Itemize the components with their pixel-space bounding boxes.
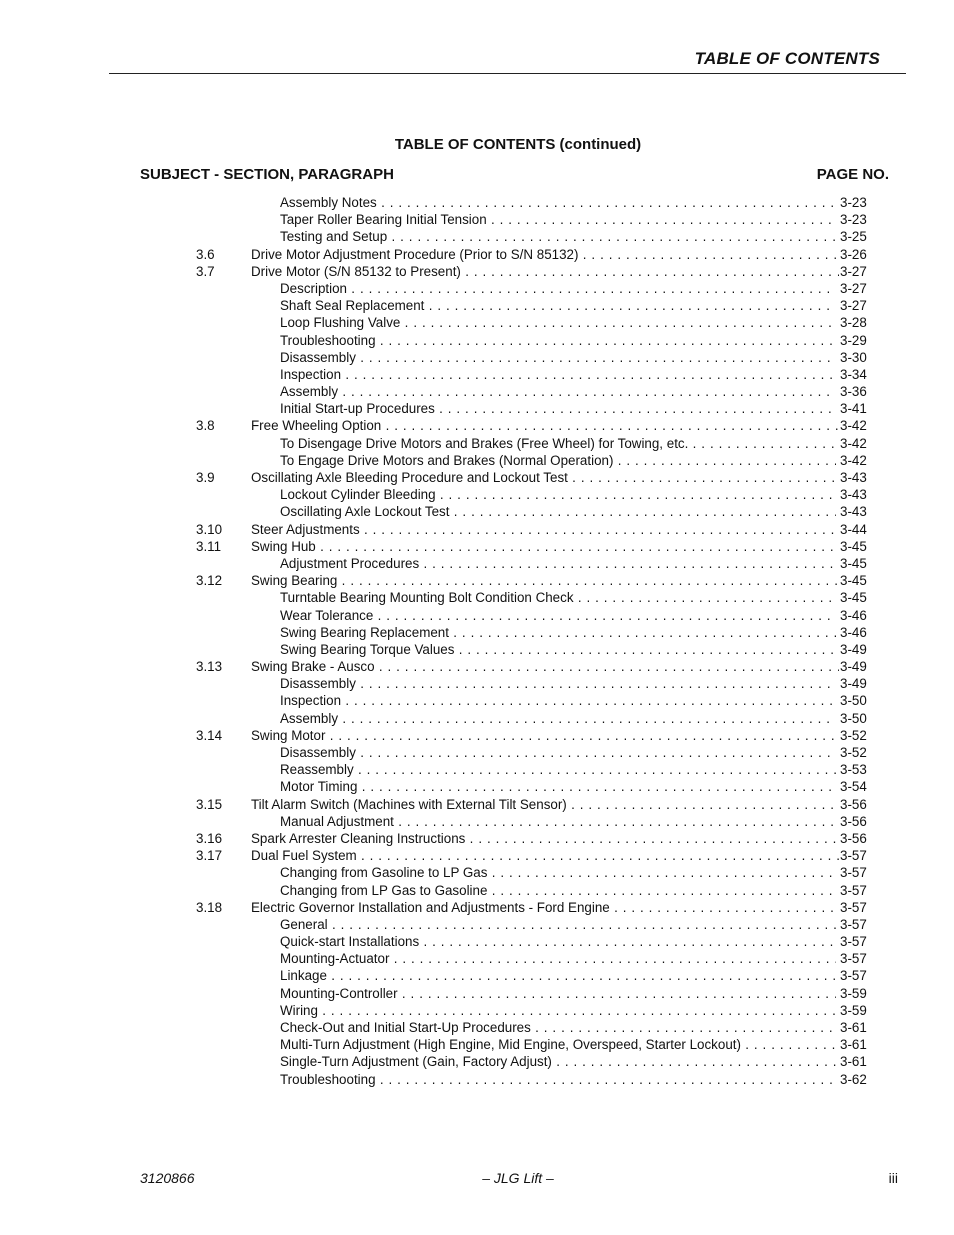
toc-entry-page: 3-54 [840,779,867,795]
toc-entry-title: Assembly . . . [280,710,836,727]
toc-entry-title: Free Wheeling Option . . . [251,417,839,434]
toc-entry-page: 3-23 [840,195,867,210]
toc-entry[interactable] [0,572,954,589]
footer-brand: – JLG Lift – [482,1170,554,1186]
toc-entry[interactable] [0,194,954,211]
toc-entry-title: Turntable Bearing Mounting Bolt Condition Check . . . [280,589,836,606]
toc-entry-page: 3-57 [840,848,867,864]
toc-entry-page: 3-45 [840,590,867,606]
toc-entry-title: Swing Motor . . . [251,727,839,744]
toc-entry-page: 3-23 [840,212,867,228]
toc-entry[interactable] [0,830,954,847]
toc-entry-page: 3-41 [840,401,867,417]
toc-entry-page: 3-28 [840,315,867,331]
toc-entry-title: Manual Adjustment . . . [280,813,836,830]
toc-entry[interactable] [0,985,954,1002]
toc-entry[interactable] [0,744,954,761]
toc-entry-title: Drive Motor (S/N 85132 to Present) . . . [251,263,839,280]
toc-entry-title: Assembly . . . [280,383,836,400]
toc-entry[interactable] [0,400,954,417]
toc-entry[interactable] [0,607,954,624]
toc-entry-page: 3-49 [840,641,867,657]
toc-entry-title: Swing Brake - Ausco . . . [251,658,839,675]
toc-entry[interactable] [0,710,954,727]
toc-entry[interactable] [0,916,954,933]
toc-entry[interactable] [0,813,954,830]
toc-entry-page: 3-49 [840,676,867,692]
toc-entry-title: Swing Bearing Torque Values . . . [280,641,836,658]
toc-entry-title: Swing Bearing . . . [251,572,839,589]
toc-entry-title: Tilt Alarm Switch (Machines with External Tilt Sensor) . . . [251,796,839,813]
toc-entry[interactable] [0,641,954,658]
toc-entry-page: 3-30 [840,349,867,365]
toc-entry-title: Steer Adjustments . . . [251,521,839,538]
toc-entry-page: 3-44 [840,521,867,537]
toc-entry-page: 3-53 [840,762,867,778]
toc-entry-page: 3-52 [840,745,867,760]
toc-entry-title: Troubleshooting . . . [280,332,836,349]
toc-entry-title: Oscillating Axle Lockout Test . . . [280,503,836,520]
toc-entry-number: 3.16 [196,830,223,846]
toc-entry[interactable] [0,349,954,366]
toc-entry[interactable] [0,589,954,606]
toc-entry-title: Mounting-Actuator . . . [280,950,836,967]
toc-entry-title: Disassembly . . . [280,744,836,761]
toc-entry-title: Disassembly . . . [280,675,836,692]
toc-entry-page: 3-57 [840,882,867,898]
toc-entry-title: Wear Tolerance . . . [280,607,836,624]
toc-entry[interactable] [0,658,954,675]
toc-entry[interactable] [0,555,954,572]
toc-entry[interactable] [0,796,954,813]
header-title: TABLE OF CONTENTS [694,49,880,68]
toc-entry[interactable] [0,1002,954,1019]
toc-entry-page: 3-62 [840,1071,867,1087]
toc-entry-title: Disassembly . . . [280,349,836,366]
footer-page-number: iii [888,1170,898,1186]
toc-entry-title: Inspection . . . [280,366,836,383]
toc-entry[interactable] [0,761,954,778]
toc-entry[interactable] [0,263,954,280]
toc-entry-title: Inspection . . . [280,692,836,709]
toc-entry-title: Testing and Setup . . . [280,228,836,245]
toc-entry-number: 3.12 [196,573,223,589]
toc-entry[interactable] [0,435,954,452]
toc-entry-page: 3-52 [840,727,867,743]
toc-entry[interactable] [0,950,954,967]
toc-entry-page: 3-43 [840,487,867,503]
toc-entry-page: 3-59 [840,1002,867,1018]
toc-entry-number: 3.15 [196,796,223,812]
toc-entry-page: 3-57 [840,899,867,915]
toc-entry[interactable] [0,967,954,984]
toc-entry-number: 3.13 [196,659,223,675]
toc-entry-title: Changing from LP Gas to Gasoline . . . [280,882,836,899]
toc-entry-title: To Disengage Drive Motors and Brakes (Free Wheel) for Towing, etc. . . . [280,435,836,452]
toc-entry-number: 3.6 [196,246,215,262]
toc-entry[interactable] [0,332,954,349]
toc-entry-page: 3-36 [840,384,867,400]
toc-entry[interactable] [0,503,954,520]
column-header-subject: SUBJECT - SECTION, PARAGRAPH [140,166,394,183]
toc-entry[interactable] [0,933,954,950]
toc-entry-title: Troubleshooting . . . [280,1071,836,1088]
toc-entry-page: 3-61 [840,1020,867,1035]
toc-entry-page: 3-57 [840,916,867,932]
toc-entry-number: 3.11 [196,538,222,554]
toc-entry[interactable] [0,486,954,503]
toc-entry[interactable] [0,366,954,383]
toc-entry[interactable] [0,211,954,228]
toc-entry-page: 3-27 [840,280,867,296]
toc-entry-title: Electric Governor Installation and Adjustments - Ford Engine . . . [251,899,839,916]
toc-list [0,194,954,1088]
toc-entry-title: Initial Start-up Procedures . . . [280,400,836,417]
toc-entry-page: 3-57 [840,934,867,950]
toc-entry[interactable] [0,778,954,795]
toc-entry-page: 3-56 [840,830,867,846]
toc-entry[interactable] [0,228,954,245]
footer-doc-number: 3120866 [140,1170,195,1186]
toc-entry-page: 3-56 [840,813,867,829]
toc-entry-page: 3-27 [840,298,867,314]
toc-entry[interactable] [0,521,954,538]
toc-entry-title: Check-Out and Initial Start-Up Procedures . . . [280,1019,836,1036]
toc-entry[interactable] [0,297,954,314]
toc-entry-page: 3-29 [840,332,867,348]
toc-entry-title: Spark Arrester Cleaning Instructions . . . [251,830,839,847]
toc-entry-page: 3-42 [840,435,867,451]
toc-entry-page: 3-50 [840,693,867,709]
toc-entry-title: Shaft Seal Replacement . . . [280,297,836,314]
toc-entry-title: Assembly Notes . . . [280,194,836,211]
toc-entry-title: Changing from Gasoline to LP Gas . . . [280,864,836,881]
header-divider [109,73,906,74]
toc-entry-page: 3-46 [840,624,867,640]
toc-entry-title: Lockout Cylinder Bleeding . . . [280,486,836,503]
toc-entry-title: Dual Fuel System . . . [251,847,839,864]
toc-entry-page: 3-26 [840,246,867,262]
toc-entry-title: Quick-start Installations . . . [280,933,836,950]
toc-entry[interactable] [0,847,954,864]
toc-entry-title: Wiring . . . [280,1002,836,1019]
toc-entry-page: 3-45 [840,573,867,589]
toc-entry-page: 3-27 [840,263,867,279]
toc-entry[interactable] [0,1019,954,1036]
toc-entry-number: 3.18 [196,899,223,915]
toc-entry[interactable] [0,538,954,555]
toc-entry-title: Description . . . [280,280,836,297]
toc-entry[interactable] [0,452,954,469]
toc-entry-page: 3-43 [840,504,867,520]
toc-entry[interactable] [0,624,954,641]
toc-entry[interactable] [0,899,954,916]
toc-entry-title: Mounting-Controller . . . [280,985,836,1002]
toc-entry-page: 3-42 [840,452,867,468]
toc-entry-number: 3.14 [196,727,223,743]
toc-entry-title: General . . . [280,916,836,933]
toc-entry[interactable] [0,469,954,486]
toc-entry[interactable] [0,864,954,881]
toc-entry-number: 3.10 [196,521,223,537]
toc-entry-page: 3-57 [840,951,867,967]
toc-entry-number: 3.9 [196,470,215,485]
toc-entry[interactable] [0,675,954,692]
toc-entry-page: 3-43 [840,470,867,485]
toc-entry-title: Adjustment Procedures . . . [280,555,836,572]
toc-entry-page: 3-42 [840,418,867,434]
toc-entry-page: 3-56 [840,796,867,812]
toc-entry-title: Multi-Turn Adjustment (High Engine, Mid Engine, Overspeed, Starter Lockout) . . . [280,1036,836,1053]
toc-entry[interactable] [0,1036,954,1053]
toc-entry-page: 3-50 [840,710,867,726]
toc-entry-title: Swing Hub . . . [251,538,839,555]
toc-entry-page: 3-49 [840,659,867,675]
toc-entry[interactable] [0,1071,954,1088]
toc-entry-page: 3-45 [840,555,867,571]
toc-entry-title: Linkage . . . [280,967,836,984]
toc-entry-page: 3-46 [840,607,867,623]
toc-entry-title: Loop Flushing Valve . . . [280,314,836,331]
toc-entry[interactable] [0,314,954,331]
toc-entry-page: 3-59 [840,985,867,1001]
page-title: TABLE OF CONTENTS (continued) [394,136,642,153]
toc-entry-page: 3-57 [840,865,867,881]
toc-entry-page: 3-61 [840,1037,867,1053]
toc-entry-title: Reassembly . . . [280,761,836,778]
toc-entry[interactable] [0,417,954,434]
toc-entry-number: 3.17 [196,848,223,864]
toc-entry[interactable] [0,692,954,709]
toc-entry-page: 3-57 [840,968,867,984]
toc-entry-page: 3-45 [840,538,867,554]
toc-entry-page: 3-61 [840,1054,867,1070]
toc-entry[interactable] [0,383,954,400]
toc-entry-title: Taper Roller Bearing Initial Tension . . . [280,211,836,228]
toc-entry[interactable] [0,1053,954,1070]
column-header-page: PAGE NO. [816,166,889,183]
toc-entry-title: To Engage Drive Motors and Brakes (Normal Operation) . . . [280,452,836,469]
toc-entry-title: Single-Turn Adjustment (Gain, Factory Adjust) . . . [280,1053,836,1070]
toc-entry-title: Oscillating Axle Bleeding Procedure and Lockout Test . . . [251,469,839,486]
toc-entry-title: Swing Bearing Replacement . . . [280,624,836,641]
toc-entry[interactable] [0,882,954,899]
toc-entry-number: 3.8 [196,418,215,434]
toc-entry[interactable] [0,280,954,297]
toc-entry-title: Motor Timing . . . [280,778,836,795]
toc-entry[interactable] [0,727,954,744]
toc-entry-title: Drive Motor Adjustment Procedure (Prior to S/N 85132) . . . [251,246,839,263]
toc-entry[interactable] [0,246,954,263]
toc-entry-number: 3.7 [196,263,215,279]
toc-entry-page: 3-34 [840,366,867,382]
toc-entry-page: 3-25 [840,229,867,245]
